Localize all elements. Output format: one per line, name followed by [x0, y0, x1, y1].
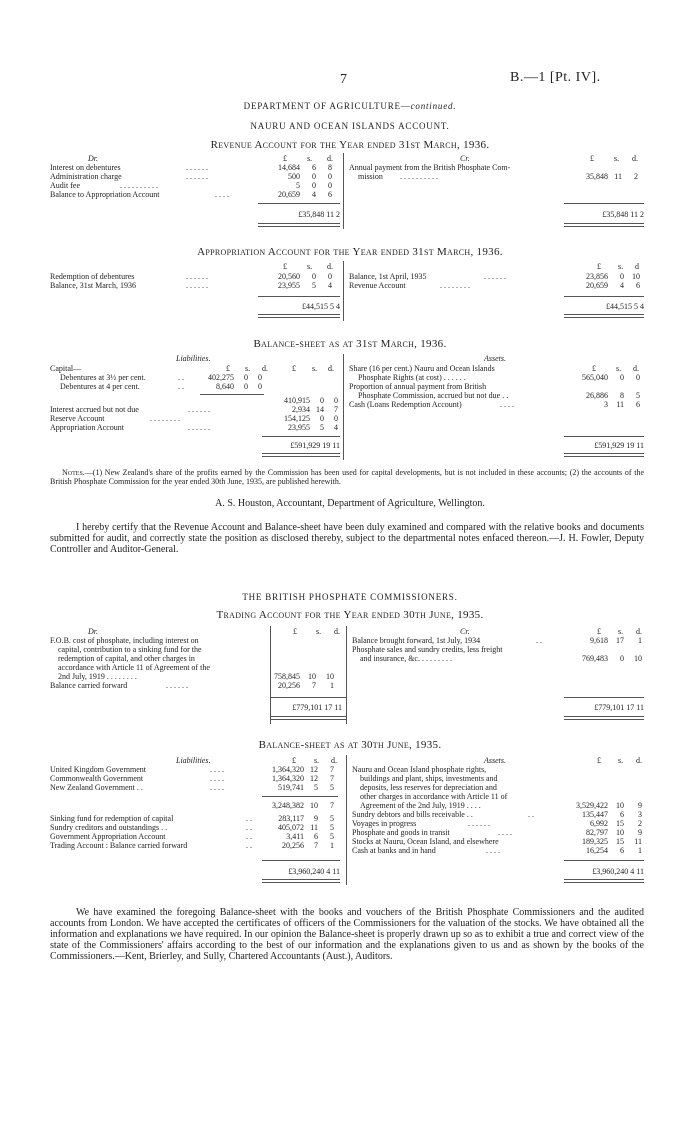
- balance-1935-assets-total: £3,960,240 4 11: [592, 867, 644, 876]
- balance-sheet-1935-title: Balance-sheet as at 30th June, 1935.: [258, 739, 442, 751]
- document-reference: B.—1 [Pt. IV].: [510, 70, 601, 85]
- notes: Notes.—(1) New Zealand's share of the profits earned by the Commission has been used for capital developments, but is not included in these accounts; (2) the accounts of the British Phosphate Commission for the year ended 30th June, 1935, are published herewith.: [50, 468, 644, 486]
- trading-debit-total: £779,101 17 11: [292, 703, 342, 712]
- page-number: 7: [340, 72, 347, 87]
- appropriation-account-title: Appropriation Account for the Year ended 31st March, 1936.: [197, 246, 503, 258]
- department-title: DEPARTMENT OF AGRICULTURE—continued.: [243, 101, 457, 111]
- account-title: NAURU AND OCEAN ISLANDS ACCOUNT.: [250, 121, 450, 131]
- bpc-title: THE BRITISH PHOSPHATE COMMISSIONERS.: [242, 592, 458, 602]
- balance-1935-liabilities-total: £3,960,240 4 11: [288, 867, 340, 876]
- trading-account-title: Trading Account for the Year ended 30th June, 1935.: [216, 609, 484, 621]
- appropriation-credit-total: £44,515 5 4: [606, 302, 644, 311]
- balance-1936-assets-total: £591,929 19 11: [594, 441, 644, 450]
- trading-credit-total: £779,101 17 11: [594, 703, 644, 712]
- revenue-debit-total: £35,848 11 2: [298, 210, 340, 219]
- notes-signature: A. S. Houston, Accountant, Department of Agriculture, Wellington.: [215, 498, 485, 509]
- document-page: 7 B.—1 [Pt. IV]. DEPARTMENT OF AGRICULTURE—continued. NAURU AND OCEAN ISLANDS ACCOUNT. Revenue Account for the Year ended 31st March, 1936. Dr. Cr. £ s. d. £ s. d. Interest on debentures . . . . . . 14,684 6 8 Administration charge . . . . . . 500 0 0 Audit fee . . . . . . . . . . 5 0 0 Balance to Appropriation Account . . . . 20,659 4 6 Annual payment from the British Phosphate Com- mission . . . . . . . . . . 35,848 11 2 £35,848 11 2 £35,848 11 2 Appropriation Account for the Year ended 31st March, 1936. £ s. d. £ s. d Redemption of debentures . . . . . . 20,560 0 0 Balance, 31st March, 1936 . . . . . . 23,955 5 4 Balance, 1st April, 1935 . . . . . . 23,856 0 10 Revenue Account . . . . . . . . 20,659 4 6 £44,515 5 4 £44,515 5 4 Balance-sheet as at 31st March, 1936. Liabilities. Assets. Capital— £ s. d. £ s. d. Debentures at 3½ per cent. . . 402,275 0 0 Debentures at 4 per cent. . . 8,640 0 0 410,915 0 0 Interest accrued but not due . . . . . . 2,934 14 7 Reserve Account . . . . . . . . 154,125 0 0 Appropriation Account . . . . . . 23,955 5 4 £ s. d. Share (16 per cent.) Nauru and Ocean Islands Phosphate Rights (at cost) . . . . . . 565,040 0 0 Proportion of annual payment from British Phosphate Commission, accrued but not due . . 26,886 8 5 Cash (Loans Redemption Account) . . . . 3 11 6 £591,929 19 11 £591,929 19 11 Notes.—(1) New Zealand's share of the profits earned by the Commission has been used for capital developments, but is not included in these accounts; (2) the accounts of the British Phosphate Commission for the year ended 30th June, 1935, are published herewith. A. S. Houston, Accountant, Department of Agriculture, Wellington. I hereby certify that the Revenue Account and Balance-sheet have been duly examined and compared with the relative books and documents submitted for audit, and correctly state the position as disclosed thereby, subject to the departmental notes enfaced thereon.—J. H. Fowler, Deputy Controller and Auditor-General. THE BRITISH PHOSPHATE COMMISSIONERS. Trading Account for the Year ended 30th June, 1935. Dr. Cr. £ s. d. £ s. d. F.O.B. cost of phosphate, including interest on capital, contribution to a sinking fund for the redemption of capital, and other charges in accordance with Article 11 of Agreement of the 2nd July, 1919 . . . . . . . . 758,845 10 10 Balance carried forward . . . . . . 20,256 7 1 Balance brought forward, 1st July, 1934 . . 9,618 17 1 Phosphate sales and sundry credits, less freight and insurance, &c. . . . . . . . . 769,483 0 10 £779,101 17 11 £779,101 17 11 Balance-sheet as at 30th June, 1935. Liabilities. Assets. £ s. d. £ s. d. United Kingdom Government . . . . 1,364,320 12 7 Commonwealth Government . . . . 1,364,320 12 7 New Zealand Government . . . . . . 519,741 5 5 3,248,382 10 7 Sinking fund for redemption of capital . . 283,117 9 5 Sundry creditors and outstandings . . . . 405,072 11 5 Government Appropriation Account . . 3,411 6 5 Trading Account : Balance carried forward . . 20,256 7 1 Nauru and Ocean Island phosphate rights, buildings and plant, ships, investments and deposits, less reserves for depreciation and other charges in accordance with Article 11 of Agreement of the 2nd July, 1919 . . . . 3,529,422 10 9 Sundry debtors and bills receivable . . . . 135,447 6 3 Voyages in progress . . . . . . 6,992 15 2 Phosphate and goods in transit . . . . 82,797 10 9 Stocks at Nauru, Ocean Island, and elsewhere 189,325 15 11 Cash at banks and in hand . . . . 16,254 6 1 £3,960,240 4 11 £3,960,240 4 11 We have examined the foregoing Balance-sheet with the books and vouchers of the British Phosphate Commissioners and the audited accounts from London. We have accepted the certificates of officers of the Commissioners for the valuation of the stocks. We have obtained all the information and explanations we have required. In our opinion the Balance-sheet is properly drawn up so as to exhibit a true and correct view of the state of the Commissioners' affairs according to the best of our information and the explanations given to us and as shown by the books of the Commissioners.—Kent, Brierley, and Sully, Chartered Accountants (Aust.), Auditors.: [0, 0, 700, 1138]
- audit-certificate: I hereby certify that the Revenue Account and Balance-sheet have been duly examined and compared with the relative books and documents submitted for audit, and correctly state the position as disclosed thereby, subject to the departmental notes enfaced thereon.—J. H. Fowler, Deputy Controller and Auditor-General.: [50, 522, 644, 555]
- balance-1936-liabilities-total: £591,929 19 11: [290, 441, 340, 450]
- auditors-report: We have examined the foregoing Balance-sheet with the books and vouchers of the British Phosphate Commissioners and the audited accounts from London. We have accepted the certificates of officers of the Commissioners for the valuation of the stocks. We have obtained all the information and explanations we have required. In our opinion the Balance-sheet is properly drawn up so as to exhibit a true and correct view of the state of the Commissioners' affairs according to the best of our information and the explanations given to us and as shown by the books of the Commissioners.—Kent, Brierley, and Sully, Chartered Accountants (Aust.), Auditors.: [50, 907, 644, 962]
- appropriation-debit-total: £44,515 5 4: [302, 302, 340, 311]
- balance-sheet-1936-title: Balance-sheet as at 31st March, 1936.: [253, 338, 447, 350]
- revenue-account-title: Revenue Account for the Year ended 31st March, 1936.: [210, 139, 490, 151]
- revenue-credit-total: £35,848 11 2: [602, 210, 644, 219]
